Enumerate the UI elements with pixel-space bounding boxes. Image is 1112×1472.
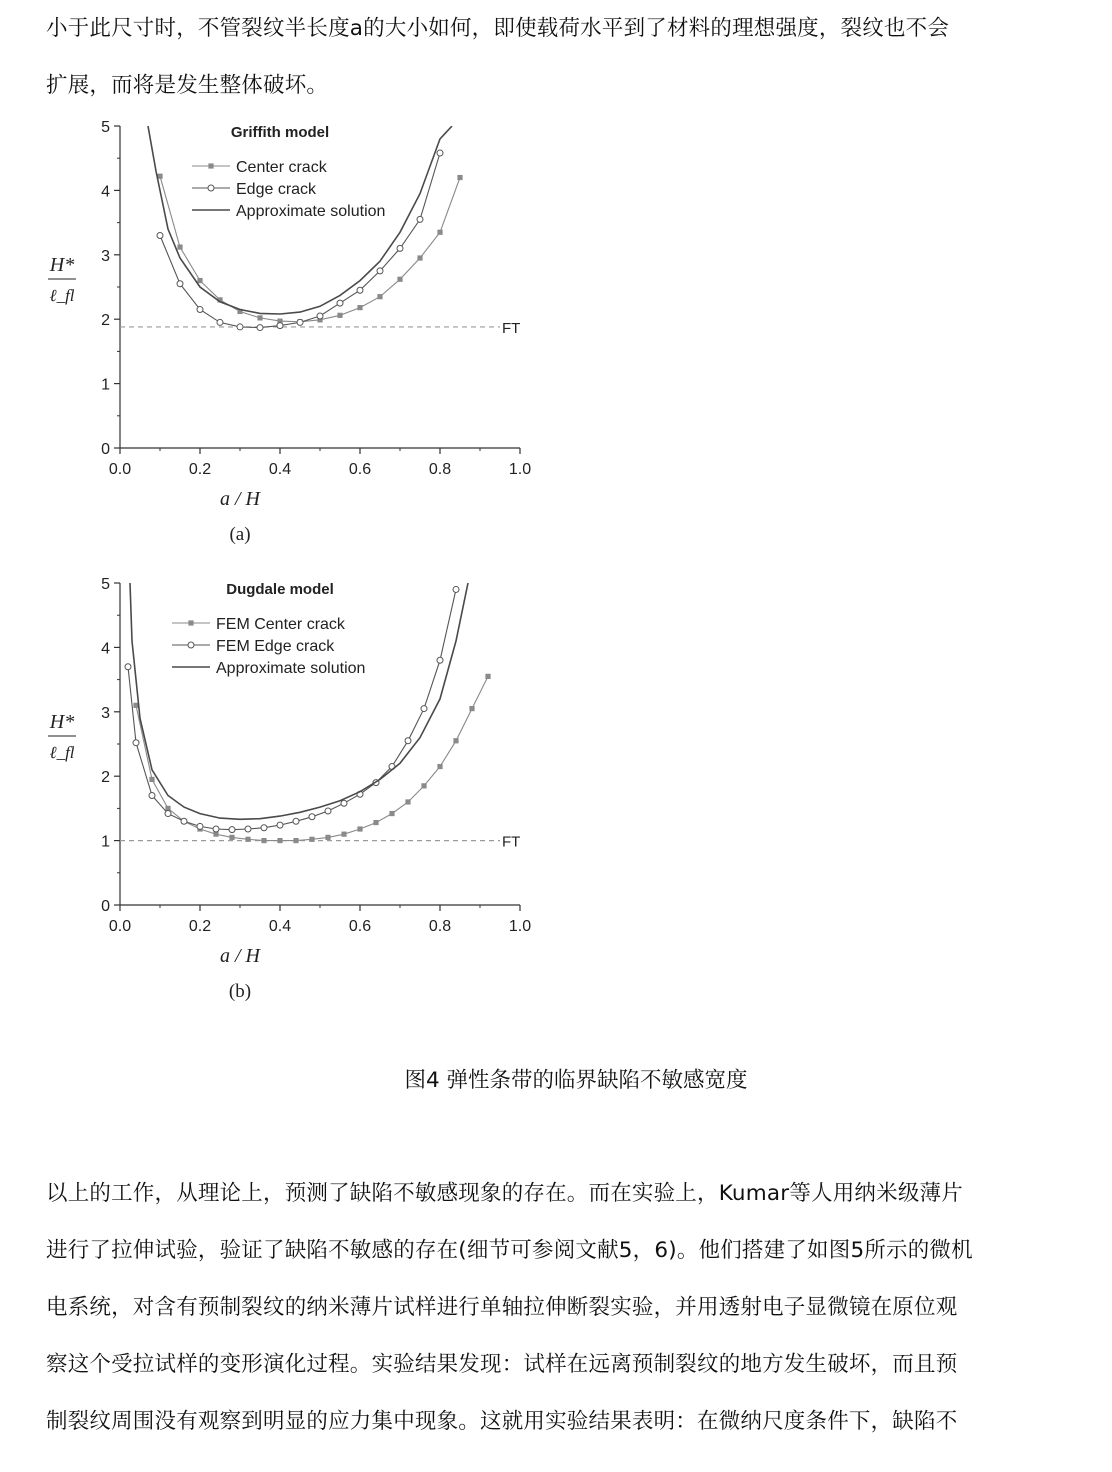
y-axis-label-denominator: ℓ_fl — [49, 743, 75, 762]
data-point-center — [177, 244, 182, 249]
legend-marker — [188, 642, 194, 648]
legend-marker — [208, 185, 214, 191]
data-point-center — [397, 277, 402, 282]
data-point-edge — [149, 793, 155, 799]
x-tick-label: 0.6 — [348, 461, 372, 478]
series-line — [160, 153, 440, 328]
x-tick-label: 0.8 — [428, 461, 452, 478]
y-tick-label: 0 — [101, 441, 110, 458]
y-tick-label: 4 — [101, 183, 110, 201]
intro-paragraph — [46, 0, 1076, 114]
legend-label: FEM Center crack — [216, 616, 345, 633]
body-paragraph — [46, 1165, 1076, 1450]
y-tick-label: 1 — [101, 833, 110, 851]
data-point-center — [469, 706, 474, 711]
data-point-edge — [309, 814, 315, 820]
data-point-edge — [237, 324, 243, 330]
panel-label: (b) — [228, 981, 252, 1002]
data-point-center — [293, 838, 298, 843]
data-point-edge — [317, 313, 323, 319]
series-line — [160, 176, 460, 322]
data-point-edge — [421, 706, 427, 712]
y-tick-label: 1 — [101, 376, 110, 394]
y-axis-label-numerator: H* — [49, 254, 75, 276]
y-tick-label: 2 — [101, 312, 110, 330]
legend-label: Approximate solution — [216, 660, 366, 677]
legend-label: FEM Edge crack — [216, 638, 335, 655]
x-axis-label: a / H — [220, 488, 260, 510]
data-point-center — [457, 175, 462, 180]
data-point-edge — [165, 811, 171, 817]
data-point-center — [437, 764, 442, 769]
x-tick-label: 1.0 — [508, 461, 532, 478]
data-point-center — [405, 799, 410, 804]
data-point-edge — [177, 281, 183, 287]
chart-title: Griffith model — [230, 124, 330, 141]
data-point-center — [245, 837, 250, 842]
legend-marker — [208, 163, 213, 168]
legend-label: Approximate solution — [236, 203, 386, 220]
intro-line: 小于此尺寸时，不管裂纹半长度a的大小如何，即使载荷水平到了材料的理想强度，裂纹也不会 — [46, 16, 950, 41]
data-point-center — [261, 838, 266, 843]
plot-area — [148, 126, 463, 331]
data-point-edge — [377, 268, 383, 274]
data-point-center — [197, 278, 202, 283]
griffith-chart — [40, 108, 560, 548]
body-line: 以上的工作，从理论上，预测了缺陷不敏感现象的存在。而在实验上，Kumar等人用纳米级薄片 — [46, 1181, 963, 1206]
figure-caption: 图4 弹性条带的临界缺陷不敏感宽度 — [404, 1068, 748, 1093]
x-tick-label: 0.8 — [428, 918, 452, 935]
data-point-edge — [217, 319, 223, 325]
x-tick-label: 0.0 — [108, 461, 132, 478]
x-tick-label: 0.2 — [188, 918, 212, 935]
body-line: 进行了拉伸试验，验证了缺陷不敏感的存在(细节可参阅文献5，6)。他们搭建了如图5所示的微机 — [46, 1238, 973, 1263]
data-point-center — [417, 255, 422, 260]
data-point-center — [453, 738, 458, 743]
data-point-center — [357, 305, 362, 310]
data-point-center — [389, 811, 394, 816]
y-tick-label: 5 — [101, 119, 110, 136]
data-point-edge — [229, 827, 235, 833]
y-tick-label: 3 — [101, 247, 110, 265]
data-point-center — [485, 674, 490, 679]
data-point-center — [357, 826, 362, 831]
data-point-edge — [437, 150, 443, 156]
ft-label: FT — [502, 833, 521, 851]
data-point-edge — [437, 657, 443, 663]
data-point-edge — [245, 826, 251, 832]
figure-panel-b — [40, 565, 560, 1005]
x-tick-label: 0.0 — [108, 918, 132, 935]
data-point-edge — [397, 245, 403, 251]
legend-label: Edge crack — [236, 181, 317, 198]
chart-title: Dugdale model — [226, 581, 334, 598]
data-point-edge — [133, 740, 139, 746]
data-point-center — [373, 820, 378, 825]
x-tick-label: 0.4 — [268, 918, 292, 935]
data-point-edge — [257, 325, 263, 331]
body-line: 制裂纹周围没有观察到明显的应力集中现象。这就用实验结果表明：在微纳尺度条件下，缺陷不 — [46, 1409, 958, 1434]
body-line: 察这个受拉试样的变形演化过程。实验结果发现：试样在远离预制裂纹的地方发生破坏，而且预 — [46, 1352, 958, 1377]
data-point-edge — [405, 738, 411, 744]
y-axis-label-numerator: H* — [49, 711, 75, 733]
data-point-center — [337, 313, 342, 318]
data-point-edge — [213, 826, 219, 832]
data-point-center — [149, 777, 154, 782]
data-point-edge — [157, 232, 163, 238]
body-line: 电系统，对含有预制裂纹的纳米薄片试样进行单轴拉伸断裂实验，并用透射电子显微镜在原位观 — [46, 1295, 958, 1320]
data-point-center — [377, 294, 382, 299]
data-point-edge — [325, 808, 331, 814]
y-tick-label: 0 — [101, 898, 110, 915]
data-point-center — [257, 315, 262, 320]
y-tick-label: 5 — [101, 576, 110, 593]
panel-label: (a) — [229, 524, 251, 545]
data-point-center — [341, 832, 346, 837]
data-point-edge — [341, 800, 347, 806]
x-axis-label: a / H — [220, 945, 260, 967]
data-point-center — [325, 835, 330, 840]
data-point-center — [421, 783, 426, 788]
data-point-edge — [417, 216, 423, 222]
data-point-edge — [277, 323, 283, 329]
y-tick-label: 2 — [101, 769, 110, 787]
data-point-edge — [261, 825, 267, 831]
data-point-center — [277, 838, 282, 843]
data-point-center — [309, 837, 314, 842]
data-point-center — [437, 230, 442, 235]
x-tick-label: 0.2 — [188, 461, 212, 478]
ft-label: FT — [502, 319, 521, 337]
data-point-edge — [125, 664, 131, 670]
data-point-edge — [297, 319, 303, 325]
data-point-edge — [277, 822, 283, 828]
y-tick-label: 4 — [101, 640, 110, 658]
intro-line: 扩展，而将是发生整体破坏。 — [46, 73, 329, 98]
figure-panel-a — [40, 108, 560, 548]
x-tick-label: 0.6 — [348, 918, 372, 935]
data-point-edge — [337, 300, 343, 306]
legend-label: Center crack — [236, 159, 327, 176]
x-tick-label: 0.4 — [268, 461, 292, 478]
legend-marker — [188, 620, 193, 625]
y-tick-label: 3 — [101, 704, 110, 722]
series-line — [148, 126, 452, 314]
data-point-edge — [357, 287, 363, 293]
y-axis-label-denominator: ℓ_fl — [49, 286, 75, 305]
data-point-edge — [293, 818, 299, 824]
data-point-edge — [197, 307, 203, 313]
dugdale-chart — [40, 565, 560, 1005]
data-point-edge — [181, 818, 187, 824]
x-tick-label: 1.0 — [508, 918, 532, 935]
data-point-center — [229, 835, 234, 840]
data-point-edge — [453, 586, 459, 592]
data-point-edge — [197, 823, 203, 829]
